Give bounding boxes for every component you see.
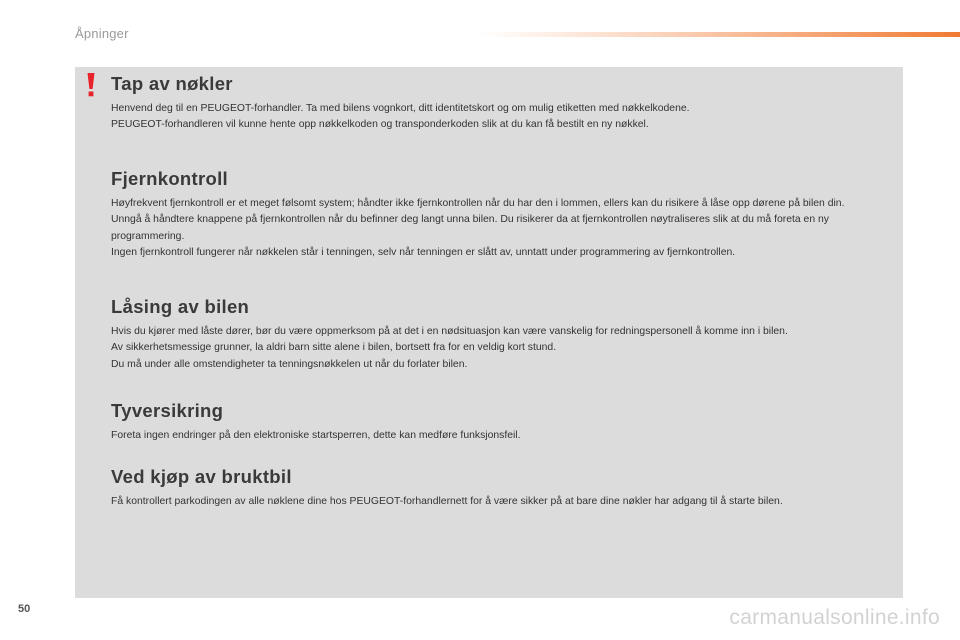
- watermark-text: carmanualsonline.info: [729, 606, 940, 629]
- paragraph: PEUGEOT-forhandleren vil kunne hente opp nøkkelkoden og transponderkoden slik at du kan få bestilt en ny nøkkel.: [111, 119, 649, 131]
- chapter-title: Åpninger: [75, 26, 129, 41]
- paragraph: Henvend deg til en PEUGEOT-forhandler. Ta med bilens vognkort, ditt identitetskort og om mulig etiketten med nøkkelkodene.: [111, 103, 690, 114]
- section-anti-theft: [111, 400, 896, 444]
- paragraph: Du må under alle omstendigheter ta tenningsnøkkelen ut når du forlater bilen.: [111, 358, 468, 370]
- section-locking-vehicle: [111, 296, 896, 373]
- paragraph: Foreta ingen endringer på den elektroniske startsperren, dette kan medføre funksjonsfeil.: [111, 430, 521, 441]
- section-lost-keys: [111, 73, 896, 134]
- section-heading: Fjernkontroll: [111, 168, 228, 189]
- section-used-vehicle: [111, 466, 896, 510]
- paragraph: Unngå å håndtere knappene på fjernkontrollen når du befinner deg langt unna bilen. Du risikerer da at fjernkontrollen nøytraliseres slik at du må foreta en ny programmering.: [111, 214, 829, 242]
- paragraph: Av sikkerhetsmessige grunner, la aldri barn sitte alene i bilen, bortsett fra for en veldig kort stund.: [111, 342, 557, 354]
- section-heading: Ved kjøp av bruktbil: [111, 466, 292, 487]
- section-heading: Tyversikring: [111, 400, 224, 421]
- exclamation-icon: [84, 72, 98, 98]
- paragraph: Hvis du kjører med låste dører, bør du være oppmerksom på at det i en nødsituasjon kan være vanskelig for redningspersonell å komme inn i bilen.: [111, 326, 788, 337]
- section-heading: Låsing av bilen: [111, 296, 250, 317]
- page-number: 50: [18, 603, 31, 615]
- section-heading: Tap av nøkler: [111, 73, 233, 94]
- section-remote-control: [111, 168, 896, 261]
- paragraph: Høyfrekvent fjernkontroll er et meget følsomt system; håndter ikke fjernkontrollen når du har den i lommen, ellers kan du risikere å låse opp dørene på bilen din.: [111, 198, 845, 209]
- paragraph: Ingen fjernkontroll fungerer når nøkkelen står i tenningen, selv når tenningen er slått av, unntatt under programmering av fjernkontrollen.: [111, 246, 736, 258]
- header-accent-rule: [480, 32, 960, 37]
- paragraph: Få kontrollert parkodingen av alle nøklene dine hos PEUGEOT-forhandlernett for å være sikker på at bare dine nøkler har adgang til å starte bilen.: [111, 496, 783, 507]
